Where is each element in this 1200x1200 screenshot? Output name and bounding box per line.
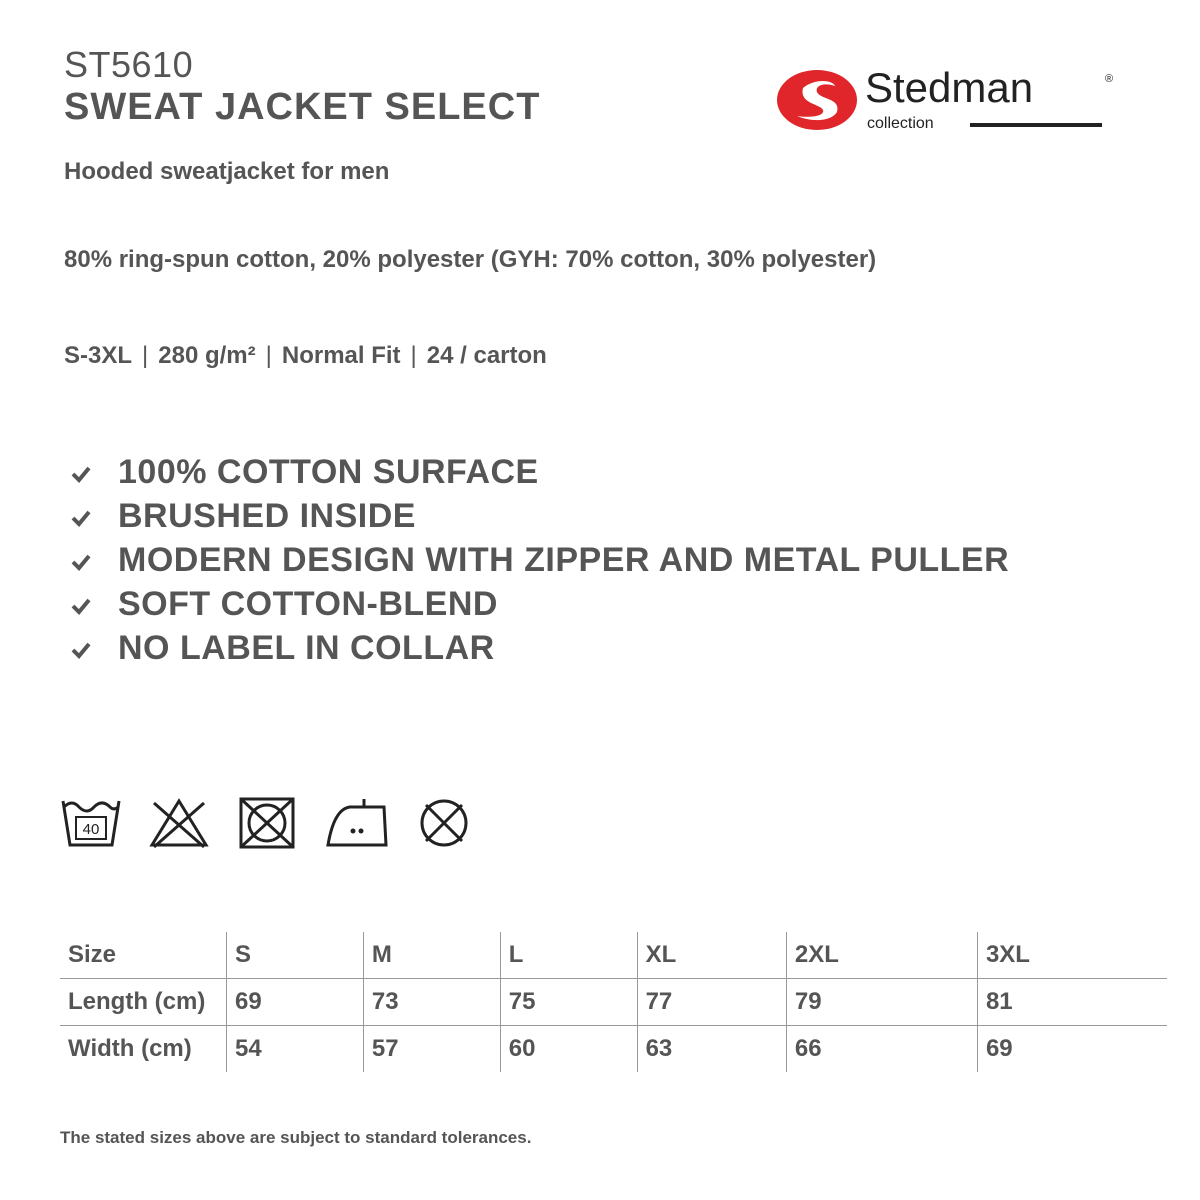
header-cell: 3XL — [977, 932, 1167, 979]
table-cell: 75 — [500, 979, 637, 1026]
header-cell: M — [363, 932, 500, 979]
check-icon — [70, 585, 118, 624]
feature-item — [70, 582, 1009, 626]
feature-item — [70, 626, 1009, 670]
table-row — [60, 1026, 1167, 1073]
size-table — [60, 932, 1167, 1072]
feature-label: SOFT COTTON-BLEND — [118, 584, 498, 623]
spec-fit: Normal Fit — [281, 342, 401, 369]
table-cell: 77 — [637, 979, 786, 1026]
feature-item — [70, 538, 1009, 582]
care-symbols — [60, 795, 472, 851]
feature-label: BRUSHED INSIDE — [118, 496, 416, 535]
product-code: ST5610 — [64, 44, 194, 85]
spec-weight: 280 g/m² — [158, 342, 256, 369]
table-cell: 54 — [227, 1026, 364, 1073]
logo-underline — [970, 123, 1102, 127]
table-cell: 57 — [363, 1026, 500, 1073]
brand-registered-mark: ® — [1105, 73, 1114, 85]
wash-40-icon — [60, 795, 122, 851]
product-composition: 80% ring-spun cotton, 20% polyester (GYH: 70% cotton, 30% polyester) — [64, 246, 877, 273]
no-tumble-dry-icon — [236, 795, 298, 851]
table-cell: 69 — [227, 979, 364, 1026]
feature-item — [70, 450, 1009, 494]
spec-divider: | — [265, 342, 272, 369]
table-cell: 66 — [786, 1026, 977, 1073]
table-row — [60, 979, 1167, 1026]
header-cell: Size — [68, 941, 117, 968]
stedman-logo — [775, 60, 1120, 140]
brand-name: Stedman — [865, 64, 1034, 111]
check-icon — [70, 541, 118, 580]
product-name: SWEAT JACKET SELECT — [64, 86, 541, 128]
no-bleach-icon — [148, 795, 210, 851]
table-cell: 81 — [977, 979, 1167, 1026]
table-cell: 79 — [786, 979, 977, 1026]
brand-tagline: collection — [867, 115, 934, 132]
spec-carton: 24 / carton — [426, 342, 547, 369]
table-cell: 69 — [977, 1026, 1167, 1073]
header-cell: XL — [637, 932, 786, 979]
no-dry-clean-icon — [416, 795, 472, 851]
table-cell: 73 — [363, 979, 500, 1026]
iron-low-icon — [324, 795, 390, 851]
row-label: Length (cm) — [60, 979, 227, 1026]
header-cell: S — [227, 932, 364, 979]
feature-item — [70, 494, 1009, 538]
check-icon — [70, 497, 118, 536]
row-label: Width (cm) — [60, 1026, 227, 1073]
size-table-header — [60, 932, 1167, 979]
feature-label: 100% COTTON SURFACE — [118, 452, 539, 491]
table-cell: 63 — [637, 1026, 786, 1073]
spec-divider: | — [142, 342, 149, 369]
header-cell: 2XL — [786, 932, 977, 979]
header-cell: L — [500, 932, 637, 979]
product-specs — [64, 342, 547, 370]
spec-divider: | — [410, 342, 417, 369]
feature-label: MODERN DESIGN WITH ZIPPER AND METAL PULLER — [118, 540, 1010, 579]
table-cell: 60 — [500, 1026, 637, 1073]
spec-sizes: S-3XL — [64, 342, 133, 369]
feature-list — [70, 450, 1009, 670]
logo-mark-icon — [775, 60, 1120, 140]
product-subtitle: Hooded sweatjacket for men — [64, 158, 390, 185]
check-icon — [70, 629, 118, 668]
check-icon — [70, 453, 118, 492]
wash-temperature: 40 — [82, 821, 100, 838]
tolerance-note: The stated sizes above are subject to standard tolerances. — [60, 1128, 532, 1147]
feature-label: NO LABEL IN COLLAR — [118, 628, 495, 667]
